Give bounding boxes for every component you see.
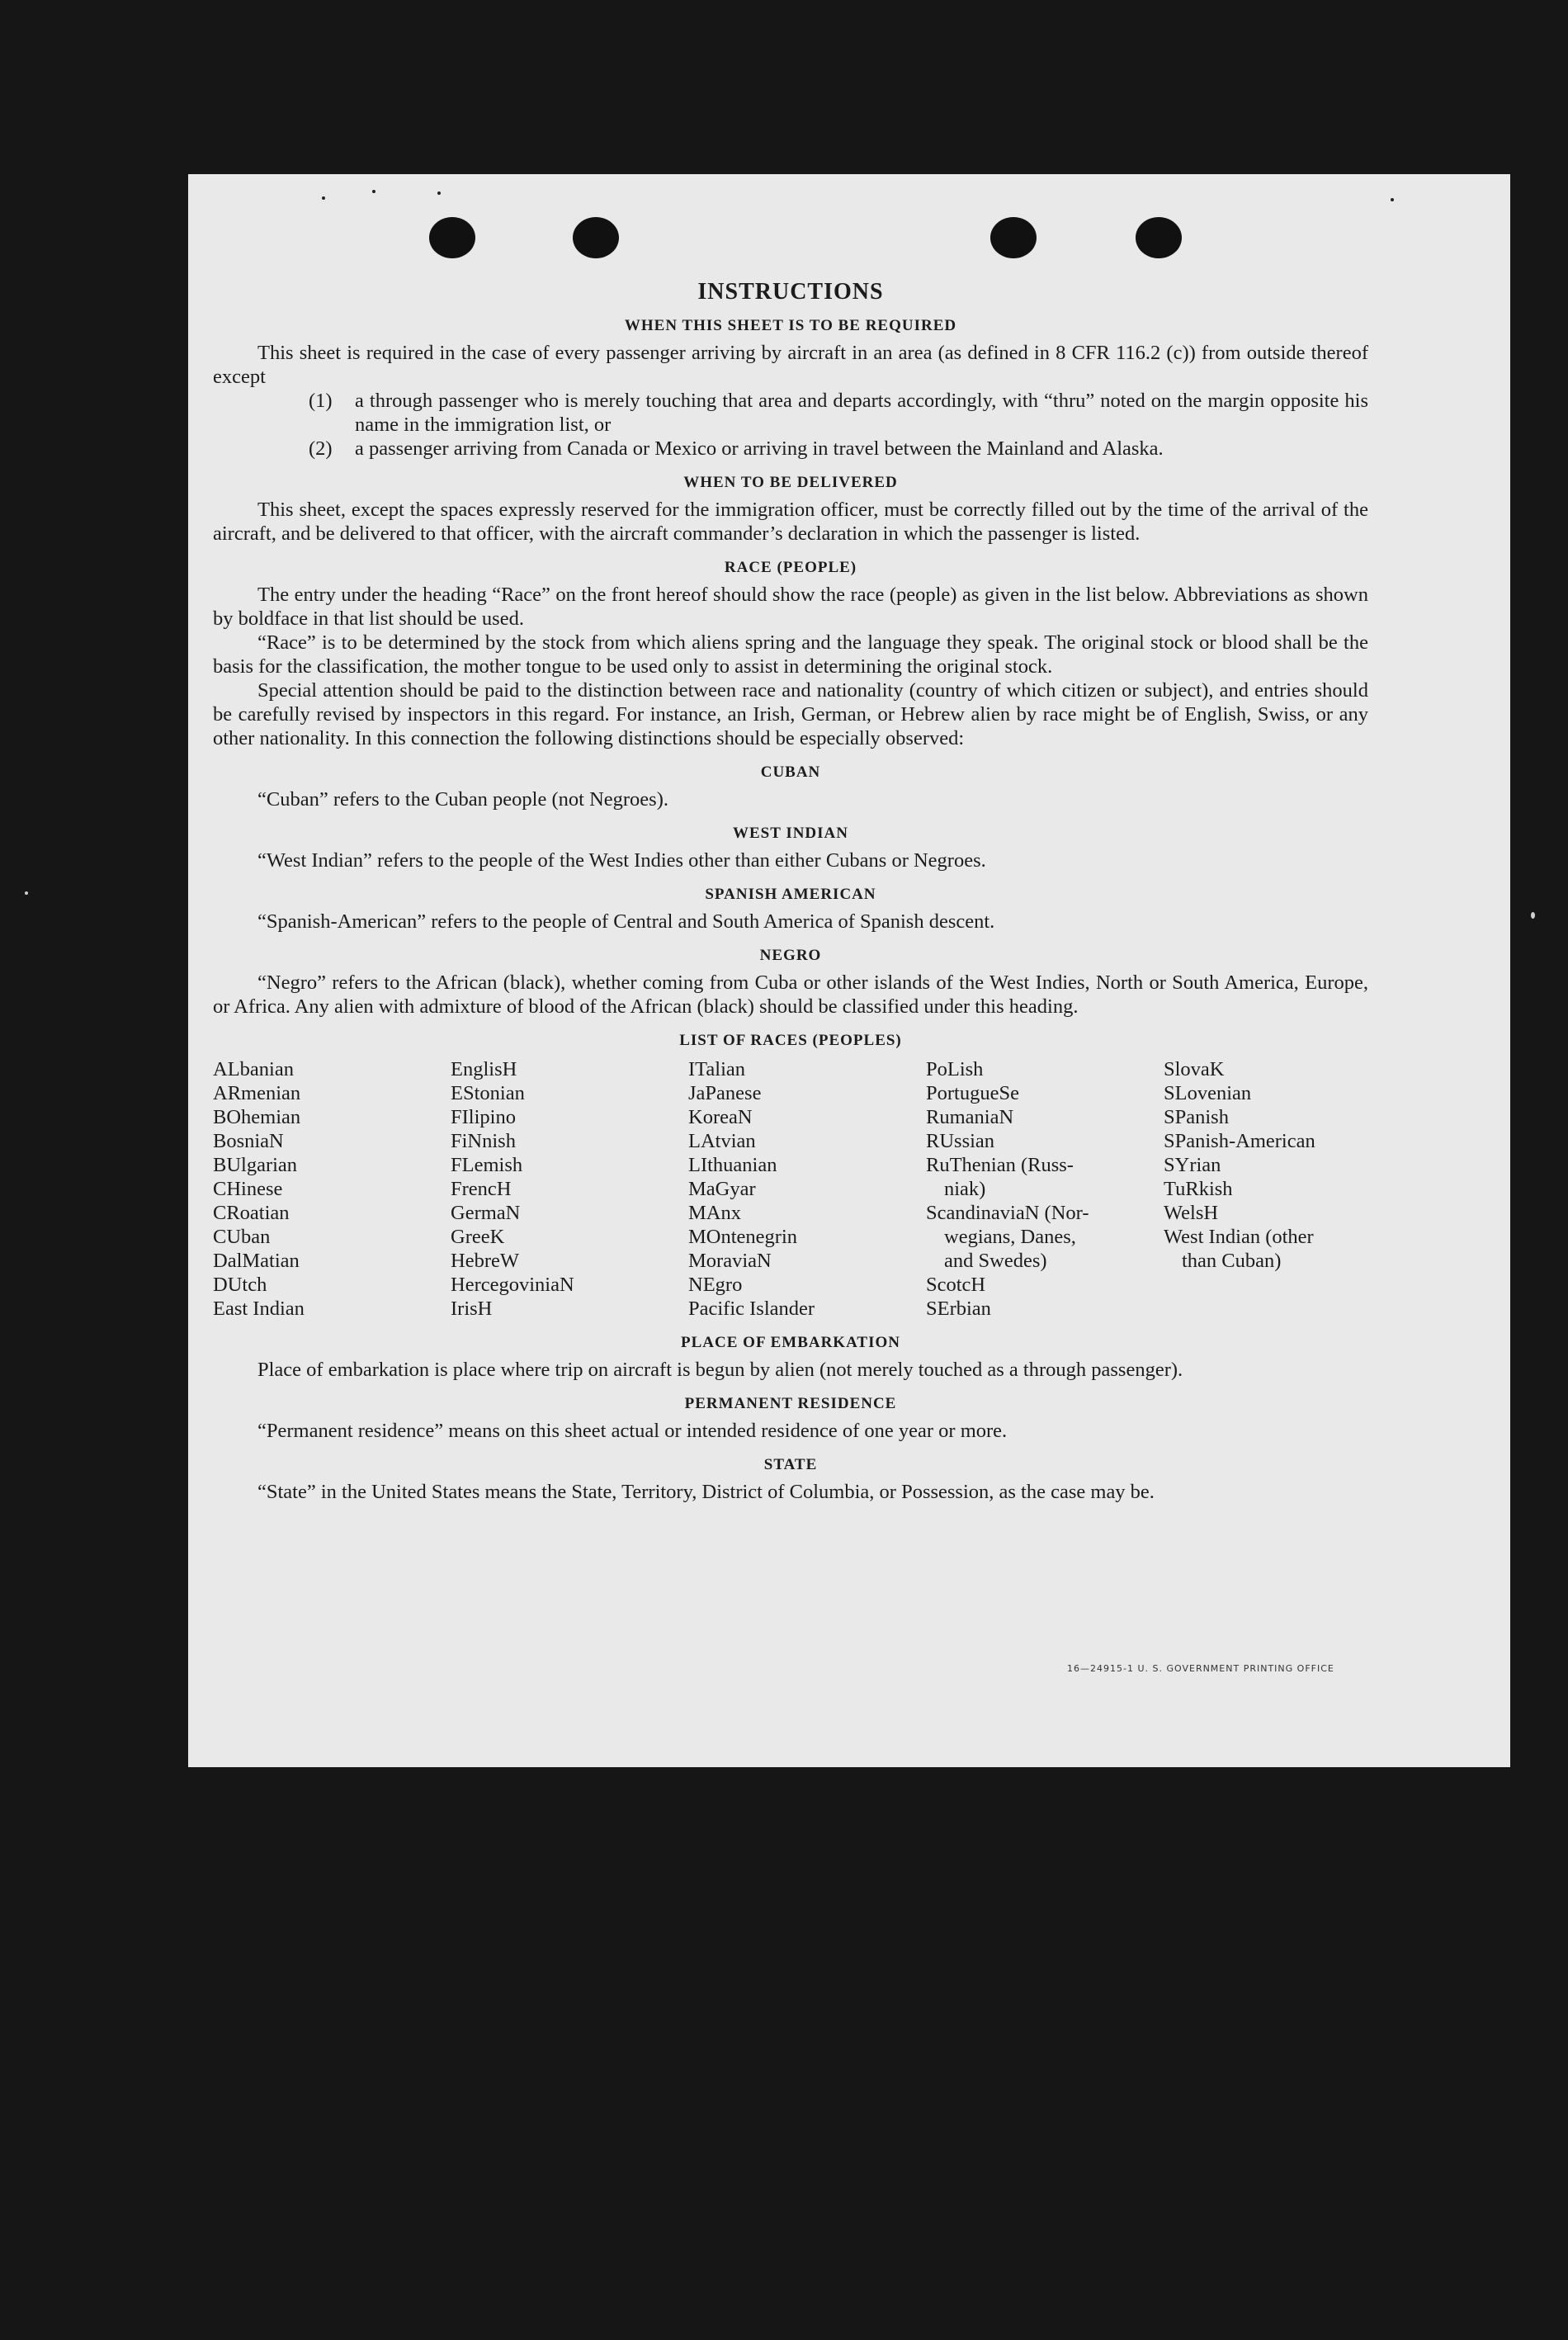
race-entry: DalMatian	[213, 1250, 300, 1272]
race-entry: PortugueSe	[926, 1082, 1019, 1104]
race-entry: SLovenian	[1164, 1082, 1252, 1104]
scan-mark	[372, 190, 375, 193]
race-entry: MAnx	[688, 1202, 741, 1224]
race-entry: HercegoviniaN	[451, 1274, 574, 1296]
race-entry: LIthuanian	[688, 1154, 777, 1176]
race-entry: TuRkish	[1164, 1178, 1233, 1200]
race-entry: niak)	[944, 1178, 986, 1200]
race-entry: IrisH	[451, 1298, 493, 1320]
list-item-text: a through passenger who is merely touching that area and departs accordingly, with “thru” noted on the margin opposite his name in the immigration list, or	[355, 390, 1368, 436]
section-heading: NEGRO	[759, 947, 822, 964]
race-entry: ITalian	[688, 1058, 746, 1080]
section-text: The entry under the heading “Race” on the front hereof should show the race (people) as given in the list below. Abbreviations as shown by boldface in that list should be used.	[213, 584, 1368, 630]
section-text: “Permanent residence” means on this sheet actual or intended residence of one year or more.	[257, 1420, 1008, 1442]
race-entry: MoraviaN	[688, 1250, 772, 1272]
race-entry: FrencH	[451, 1178, 512, 1200]
list-item	[213, 389, 1368, 437]
section-text: This sheet is required in the case of every passenger arriving by aircraft in an area (as defined in 8 CFR 116.2 (c)) from outside thereof except	[213, 342, 1368, 388]
race-entry: CRoatian	[213, 1202, 290, 1224]
document-page	[188, 174, 1510, 1767]
section-text: “Negro” refers to the African (black), whether coming from Cuba or other islands of the West Indies, North or South America, Europe, or Africa. Any alien with admixture of blood of the African (black) should be classified under this heading.	[213, 971, 1368, 1018]
race-entry: SPanish	[1164, 1106, 1229, 1128]
race-entry: RUssian	[926, 1130, 995, 1152]
race-entry: BUlgarian	[213, 1154, 298, 1176]
section-heading: WHEN TO BE DELIVERED	[683, 474, 898, 491]
punch-hole	[1136, 217, 1182, 258]
race-entry: ScandinaviaN (Nor-	[926, 1202, 1089, 1224]
race-entry: EStonian	[451, 1082, 525, 1104]
race-entry: ScotcH	[926, 1274, 986, 1296]
race-entry: MOntenegrin	[688, 1226, 797, 1248]
race-entry: LAtvian	[688, 1130, 756, 1152]
list-item-number: (2)	[309, 437, 333, 460]
punch-hole	[429, 217, 475, 258]
race-entry: than Cuban)	[1182, 1250, 1282, 1272]
race-entry: RuThenian (Russ-	[926, 1154, 1074, 1176]
race-entry: BOhemian	[213, 1106, 301, 1128]
race-entry: CHinese	[213, 1178, 283, 1200]
race-entry: SErbian	[926, 1298, 991, 1320]
race-column	[1164, 1057, 1368, 1321]
race-column	[926, 1057, 1164, 1321]
race-entry: GreeK	[451, 1226, 505, 1248]
race-entry: SYrian	[1164, 1154, 1221, 1176]
section-heading: RACE (PEOPLE)	[724, 559, 857, 576]
race-entry: JaPanese	[688, 1082, 762, 1104]
section-text: Special attention should be paid to the distinction between race and nationality (country of which citizen or subject), and entries should be carefully revised by inspectors in this regard. For instance, an Irish, German, or Hebrew alien by race might be of English, Swiss, or any other nationality. In this connection the following distinctions should be especially observed:	[213, 679, 1368, 749]
race-entry: PoLish	[926, 1058, 984, 1080]
scan-mark	[322, 196, 325, 200]
scan-speck	[1531, 912, 1535, 919]
section-text: Place of embarkation is place where trip on aircraft is begun by alien (not merely touched as a through passenger).	[257, 1359, 1183, 1381]
race-entry: FIlipino	[451, 1106, 516, 1128]
section-heading: CUBAN	[760, 763, 821, 781]
race-entry: BosniaN	[213, 1130, 284, 1152]
race-entry: West Indian (other	[1164, 1226, 1314, 1248]
race-entry: Pacific Islander	[688, 1298, 815, 1320]
section-heading: STATE	[763, 1456, 818, 1473]
race-entry: RumaniaN	[926, 1106, 1014, 1128]
scan-mark	[1391, 198, 1394, 201]
race-entry: and Swedes)	[944, 1250, 1047, 1272]
list-item-text: a passenger arriving from Canada or Mexico or arriving in travel between the Mainland and Alaska.	[355, 437, 1164, 460]
scan-speck	[25, 891, 28, 895]
race-entry: ALbanian	[213, 1058, 294, 1080]
punch-hole	[990, 217, 1037, 258]
section-text: “State” in the United States means the State, Territory, District of Columbia, or Possession, as the case may be.	[257, 1481, 1155, 1503]
race-column	[451, 1057, 688, 1321]
race-entry: KoreaN	[688, 1106, 753, 1128]
section-text: “Cuban” refers to the Cuban people (not Negroes).	[257, 788, 668, 811]
punch-hole	[573, 217, 619, 258]
list-item-number: (1)	[309, 390, 333, 412]
race-entry: MaGyar	[688, 1178, 756, 1200]
race-column	[213, 1057, 451, 1321]
printer-code: 16—24915-1 U. S. GOVERNMENT PRINTING OFFICE	[1067, 1663, 1334, 1674]
race-entry: ARmenian	[213, 1082, 301, 1104]
section-heading: PERMANENT RESIDENCE	[684, 1395, 897, 1412]
race-entry: WelsH	[1164, 1202, 1219, 1224]
section-text: This sheet, except the spaces expressly reserved for the immigration officer, must be correctly filled out by the time of the arrival of the aircraft, and be delivered to that officer, with the aircraft commander’s declaration in which the passenger is listed.	[213, 499, 1368, 545]
race-entry: DUtch	[213, 1274, 267, 1296]
race-entry: EnglisH	[451, 1058, 517, 1080]
section-text: “Race” is to be determined by the stock from which aliens spring and the language they speak. The original stock or blood shall be the basis for the classification, the mother tongue to be used only to assist in determining the original stock.	[213, 631, 1368, 678]
section-heading: PLACE OF EMBARKATION	[681, 1334, 900, 1351]
race-list	[213, 1057, 1368, 1321]
section-text: “Spanish-American” refers to the people of Central and South America of Spanish descent.	[257, 910, 995, 933]
race-column	[688, 1057, 926, 1321]
race-entry: HebreW	[451, 1250, 519, 1272]
section-text: “West Indian” refers to the people of the West Indies other than either Cubans or Negroes.	[257, 849, 986, 872]
race-entry: wegians, Danes,	[944, 1226, 1076, 1248]
section-heading: WHEN THIS SHEET IS TO BE REQUIRED	[624, 317, 957, 334]
race-entry: GermaN	[451, 1202, 521, 1224]
page-title: INSTRUCTIONS	[697, 279, 884, 305]
race-entry: FiNnish	[451, 1130, 516, 1152]
scan-mark	[437, 191, 441, 195]
race-entry: FLemish	[451, 1154, 523, 1176]
section-heading: WEST INDIAN	[733, 825, 848, 842]
race-entry: NEgro	[688, 1274, 743, 1296]
race-entry: East Indian	[213, 1298, 305, 1320]
instructions-body	[213, 280, 1368, 1504]
list-item	[213, 437, 1368, 461]
section-heading: LIST OF RACES (PEOPLES)	[679, 1032, 902, 1049]
race-entry: SPanish-American	[1164, 1130, 1315, 1152]
race-entry: SlovaK	[1164, 1058, 1225, 1080]
race-entry: CUban	[213, 1226, 271, 1248]
section-heading: SPANISH AMERICAN	[705, 886, 876, 903]
